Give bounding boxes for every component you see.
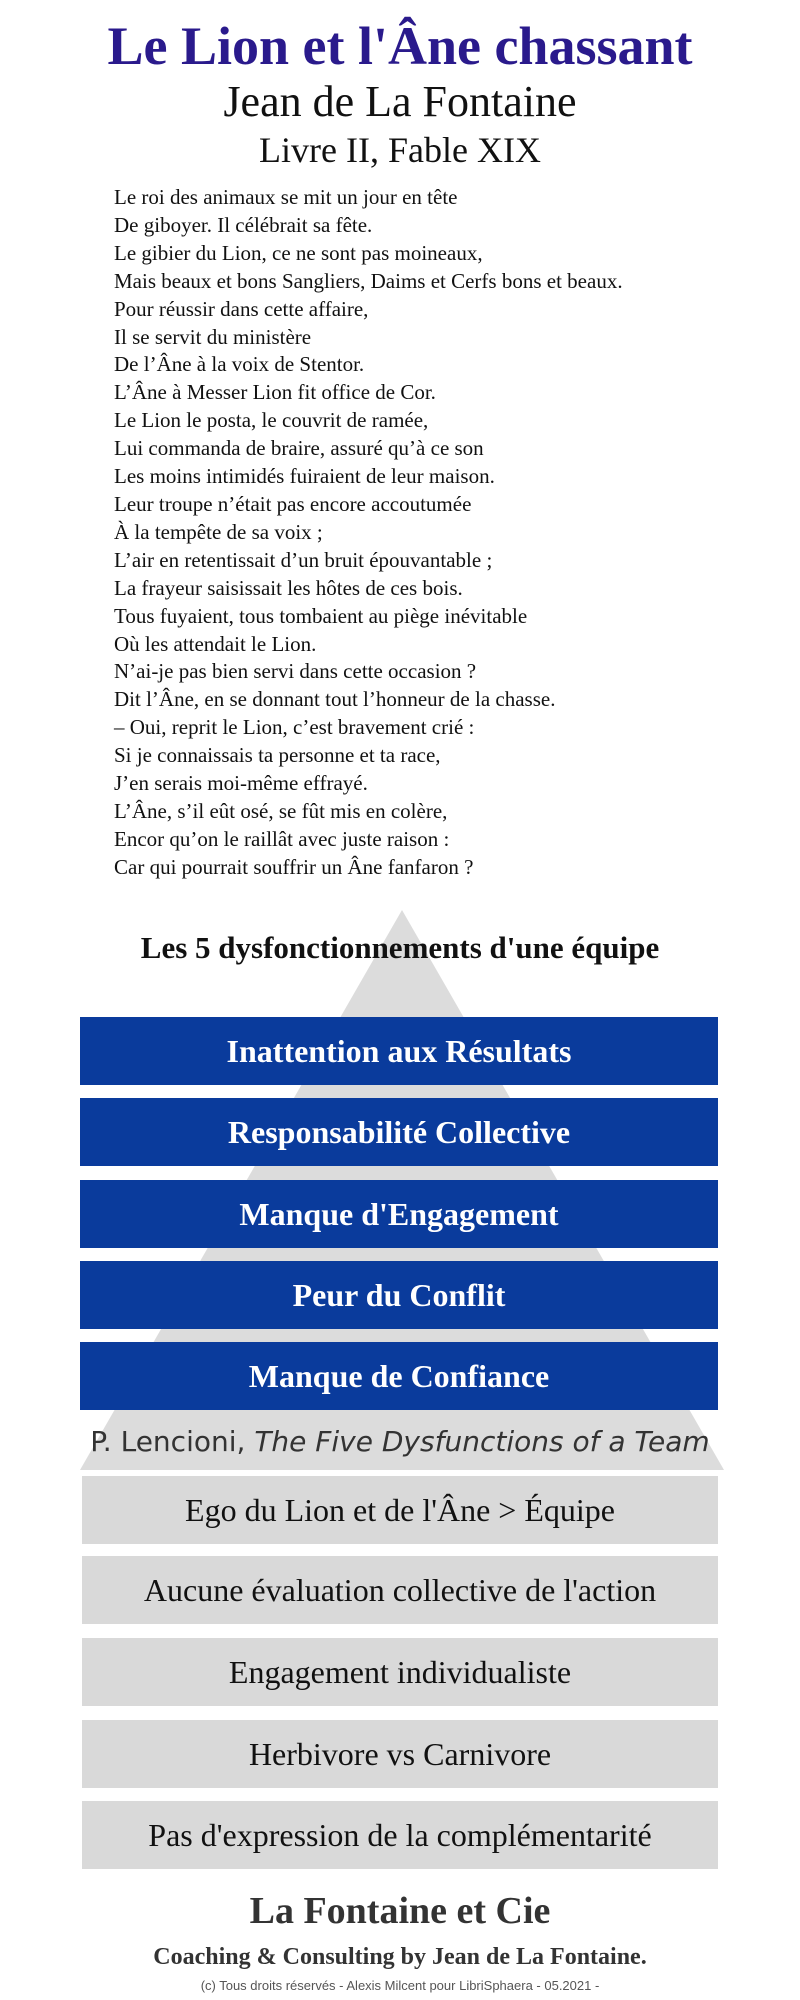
poem-line: Pour réussir dans cette affaire, <box>114 296 369 321</box>
pyramid-level-accountability: Responsabilité Collective <box>80 1098 718 1166</box>
poem-line: La frayeur saisissait les hôtes de ces bois. <box>114 575 463 600</box>
pyramid-level-commitment: Manque d'Engagement <box>80 1180 718 1248</box>
poem-line: Il se servit du ministère <box>114 324 312 349</box>
pyramid-subtitle: Les 5 dysfonctionnements d'une équipe <box>140 930 660 965</box>
author-name: Jean de La Fontaine <box>223 77 577 126</box>
poem-line: À la tempête de sa voix ; <box>114 519 323 544</box>
poem-line: Dit l’Âne, en se donnant tout l’honneur de la chasse. <box>114 687 556 712</box>
poem-line: J’en serais moi-même effrayé. <box>114 771 368 796</box>
poem-line: L’air en retentissait d’un bruit épouvantable ; <box>114 547 493 572</box>
fable-mapping-diet: Herbivore vs Carnivore <box>82 1720 718 1788</box>
source-book-title: The Five Dysfunctions of a Team <box>254 1425 710 1458</box>
fable-mapping-evaluation: Aucune évaluation collective de l'action <box>82 1556 718 1624</box>
pyramid-level-trust: Manque de Confiance <box>80 1342 718 1410</box>
poem-line: Car qui pourrait souffrir un Âne fanfaron ? <box>114 854 474 879</box>
poem-line: De giboyer. Il célébrait sa fête. <box>114 212 373 237</box>
poem-line: De l’Âne à la voix de Stentor. <box>114 352 365 377</box>
pyramid-source <box>0 1422 800 1462</box>
poem-line: Lui commanda de braire, assuré qu’à ce son <box>114 436 484 461</box>
poem-line: Où les attendait le Lion. <box>114 631 317 656</box>
poem-line: Tous fuyaient, tous tombaient au piège inévitable <box>114 603 528 628</box>
brand-name: La Fontaine et Cie <box>249 1890 551 1932</box>
page-title: Le Lion et l'Âne chassant <box>107 16 693 76</box>
fable-mapping-ego: Ego du Lion et de l'Âne > Équipe <box>82 1476 718 1544</box>
poem-line: Les moins intimidés fuiraient de leur maison. <box>114 464 495 489</box>
brand-tagline: Coaching & Consulting by Jean de La Fontaine. <box>153 1944 647 1970</box>
book-reference: Livre II, Fable XIX <box>259 130 541 170</box>
poem-line: Le Lion le posta, le couvrit de ramée, <box>114 408 429 433</box>
pyramid-level-conflict: Peur du Conflit <box>80 1261 718 1329</box>
poem-line: Leur troupe n’était pas encore accoutumée <box>114 491 472 516</box>
poem-line: – Oui, reprit le Lion, c’est bravement crié : <box>114 715 475 740</box>
fable-mapping-complementarity: Pas d'expression de la complémentarité <box>82 1801 718 1869</box>
fable-mapping-engagement: Engagement individualiste <box>82 1638 718 1706</box>
poem-line: Mais beaux et bons Sangliers, Daims et Cerfs bons et beaux. <box>114 268 623 293</box>
copyright-notice: (c) Tous droits réservés - Alexis Milcent pour LibriSphaera - 05.2021 - <box>200 1978 600 1993</box>
poem-line: L’Âne à Messer Lion fit office de Cor. <box>114 380 436 405</box>
pyramid-level-results: Inattention aux Résultats <box>80 1017 718 1085</box>
source-author: P. Lencioni, <box>90 1425 255 1458</box>
poem-line: Le roi des animaux se mit un jour en tête <box>114 185 458 209</box>
poem-line: L’Âne, s’il eût osé, se fût mis en colère, <box>114 798 448 823</box>
poem-line: Encor qu’on le raillât avec juste raison : <box>114 826 450 851</box>
poem-text <box>114 184 774 882</box>
poem-line: N’ai-je pas bien servi dans cette occasion ? <box>114 659 477 684</box>
poem-line: Le gibier du Lion, ce ne sont pas moineaux, <box>114 240 483 265</box>
poem-line: Si je connaissais ta personne et ta race, <box>114 743 441 768</box>
